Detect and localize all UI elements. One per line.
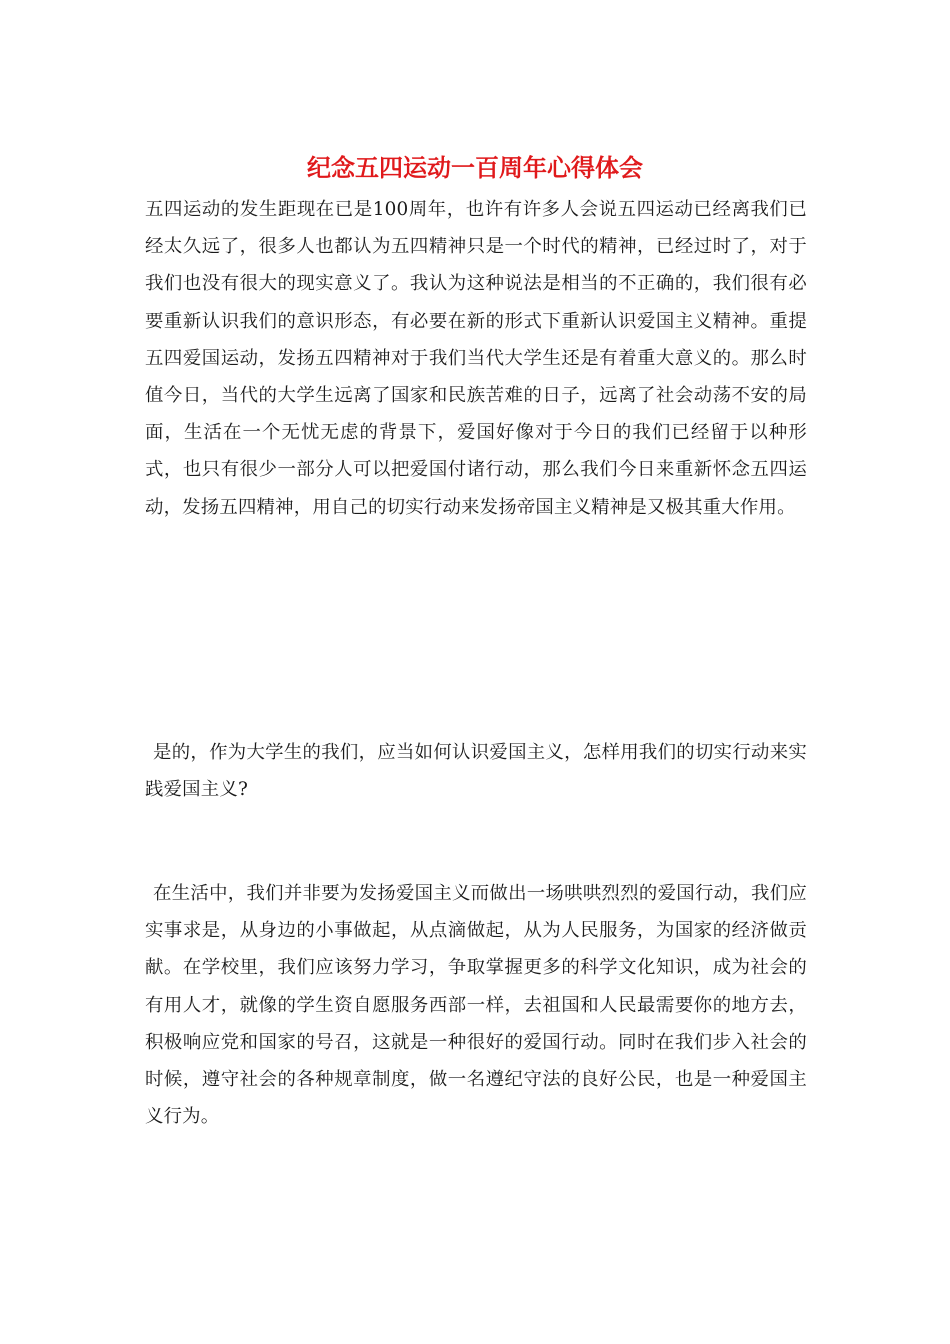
paragraph-question: 是的，作为大学生的我们，应当如何认识爱国主义，怎样用我们的切实行动来实践爱国主义? [145, 742, 807, 801]
paragraph-intro: 五四运动的发生距现在已是100周年，也许有许多人会说五四运动已经离我们已经太久远了，很多人也都认为五四精神只是一个时代的精神，已经过时了，对于我们也没有很大的现实意义了。我认为这种说法是相当的不正确的，我们很有必要重新认识我们的意识形态，有必要在新的形式下重新认识爱国主义精神。重提五四爱国运动，发扬五四精神对于我们当代大学生还是有着重大意义的。那么时值今日，当代的大学生远离了国家和民族苦难的日子，远离了社会动荡不安的局面，生活在一个无忧无虑的背景下，爱国好像对于今日的我们已经留于以种形式，也只有很少一部分人可以把爱国付诸行动，那么我们今日来重新怀念五四运动，发扬五四精神，用自己的切实行动来发扬帝国主义精神是又极其重大作用。 [145, 199, 807, 518]
paragraph-action: 在生活中，我们并非要为发扬爱国主义而做出一场哄哄烈烈的爱国行动，我们应实事求是，从身边的小事做起，从点滴做起，从为人民服务，为国家的经济做贡献。在学校里，我们应该努力学习，争取掌握更多的科学文化知识，成为社会的有用人才，就像的学生资自愿服务西部一样，去祖国和人民最需要你的地方去，积极响应党和国家的号召，这就是一种很好的爱国行动。同时在我们步入社会的时候，遵守社会的各种规章制度，做一名遵纪守法的良好公民，也是一种爱国主义行为。 [145, 883, 807, 1128]
document-title: 纪念五四运动一百周年心得体会 [307, 154, 643, 182]
